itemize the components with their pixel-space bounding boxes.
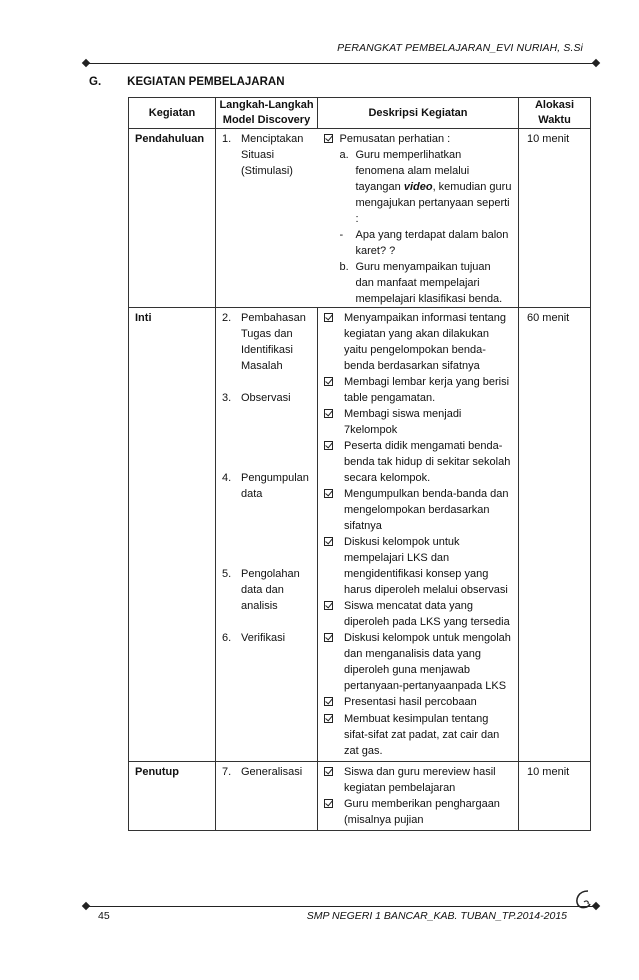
section-letter: G. xyxy=(89,76,102,88)
list-item: Diskusi kelompok untuk mempelajari LKS dan mengidentifikasi konsep yang harus diperoleh melalui observasi xyxy=(324,534,512,598)
step-item: 7. Generalisasi xyxy=(222,766,303,778)
langkah-cell xyxy=(216,308,318,762)
alokasi-cell: 10 menit xyxy=(519,762,591,831)
checkbox-checked-icon xyxy=(324,441,333,450)
kegiatan-cell: Penutup xyxy=(129,762,216,831)
list-item: Diskusi kelompok untuk mengolah dan menganalisis data yang diperoleh guna menjawab pertanyaan-pertanyaanpada LKS xyxy=(324,630,512,694)
rule-ornament xyxy=(592,59,600,67)
langkah-cell xyxy=(216,129,318,308)
list-item: a. Guru memperlihatkan fenomena alam melalui tayangan video, kemudian guru mengajukan pertanyaan seperti : xyxy=(339,149,512,225)
table-header-row xyxy=(129,98,591,129)
step-item: 1. Menciptakan Situasi (Stimulasi) xyxy=(222,133,304,177)
list-item: b. Guru menyampaikan tujuan dan manfaat mempelajari mempelajari klasifikasi benda. xyxy=(339,261,503,305)
kegiatan-cell: Inti xyxy=(129,308,216,762)
list-item: Membuat kesimpulan tentang sifat-sifat zat padat, zat cair dan zat gas. xyxy=(324,711,512,759)
footer-rule xyxy=(86,906,596,907)
langkah-cell xyxy=(216,762,318,831)
checkbox-checked-icon xyxy=(324,409,333,418)
section-title: KEGIATAN PEMBELAJARAN xyxy=(127,76,285,88)
header-kegiatan: Kegiatan xyxy=(129,98,216,129)
checkbox-checked-icon xyxy=(324,313,333,322)
page-header: PERANGKAT PEMBELAJARAN_EVI NURIAH, S.Si xyxy=(337,42,583,54)
header-deskripsi: Deskripsi Kegiatan xyxy=(318,98,519,129)
checkbox-checked-icon xyxy=(324,697,333,706)
page-number: 45 xyxy=(98,910,110,922)
header-alokasi: Alokasi Waktu xyxy=(519,98,591,129)
checkbox-checked-icon xyxy=(324,377,333,386)
deskripsi-cell xyxy=(318,762,519,831)
checkbox-checked-icon xyxy=(324,714,333,723)
checkbox-checked-icon xyxy=(324,537,333,546)
header-langkah: Langkah-Langkah Model Discovery xyxy=(216,98,318,129)
footer-school: SMP NEGERI 1 BANCAR_KAB. TUBAN_TP.2014-2015 xyxy=(306,910,567,922)
table-row-penutup xyxy=(129,762,591,831)
header-rule xyxy=(86,63,596,64)
step-item: 5. Pengolahan data dan analisis xyxy=(222,568,300,612)
list-item: Guru memberikan penghargaan (misalnya pujian xyxy=(324,796,512,828)
curl-ornament-icon xyxy=(572,888,594,910)
list-item: Siswa dan guru mereview hasil kegiatan pembelajaran xyxy=(324,764,512,796)
table-row-pendahuluan xyxy=(129,129,591,308)
deskripsi-cell xyxy=(338,129,519,308)
list-item: - Apa yang terdapat dalam balon karet? ? xyxy=(339,229,509,257)
check-cell xyxy=(318,129,338,308)
list-item: Mengumpulkan benda-banda dan mengelompokan berdasarkan sifatnya xyxy=(324,486,512,534)
checkbox-checked-icon xyxy=(324,633,333,642)
section-heading xyxy=(89,76,285,88)
list-item: Menyampaikan informasi tentang kegiatan yang akan dilakukan yaitu pengelompokan benda-benda berdasarkan sifatnya xyxy=(324,310,512,374)
table-row-inti xyxy=(129,308,591,762)
list-item: Siswa mencatat data yang diperoleh pada LKS yang tersedia xyxy=(324,598,512,630)
list-item: Presentasi hasil percobaan xyxy=(324,694,512,711)
step-item: 6. Verifikasi xyxy=(222,632,286,644)
alokasi-cell: 60 menit xyxy=(519,308,591,762)
checkbox-checked-icon xyxy=(324,799,333,808)
checkbox-checked-icon xyxy=(324,767,333,776)
step-item: 3. Observasi xyxy=(222,392,291,404)
checkbox-checked-icon xyxy=(324,134,333,143)
kegiatan-cell: Pendahuluan xyxy=(129,129,216,308)
activity-table xyxy=(128,97,591,831)
list-item: Membagi siswa menjadi 7kelompok xyxy=(324,406,512,438)
deskripsi-cell xyxy=(318,308,519,762)
step-item: 2. Pembahasan Tugas dan Identifikasi Masalah xyxy=(222,312,306,372)
list-item: Membagi lembar kerja yang berisi table pengamatan. xyxy=(324,374,512,406)
checkbox-checked-icon xyxy=(324,601,333,610)
step-item: 4. Pengumpulan data xyxy=(222,472,309,500)
checkbox-checked-icon xyxy=(324,489,333,498)
alokasi-cell: 10 menit xyxy=(519,129,591,308)
list-item: Peserta didik mengamati benda-benda tak hidup di sekitar sekolah secara kelompok. xyxy=(324,438,512,486)
deskripsi-intro: Pemusatan perhatian : xyxy=(339,133,451,145)
